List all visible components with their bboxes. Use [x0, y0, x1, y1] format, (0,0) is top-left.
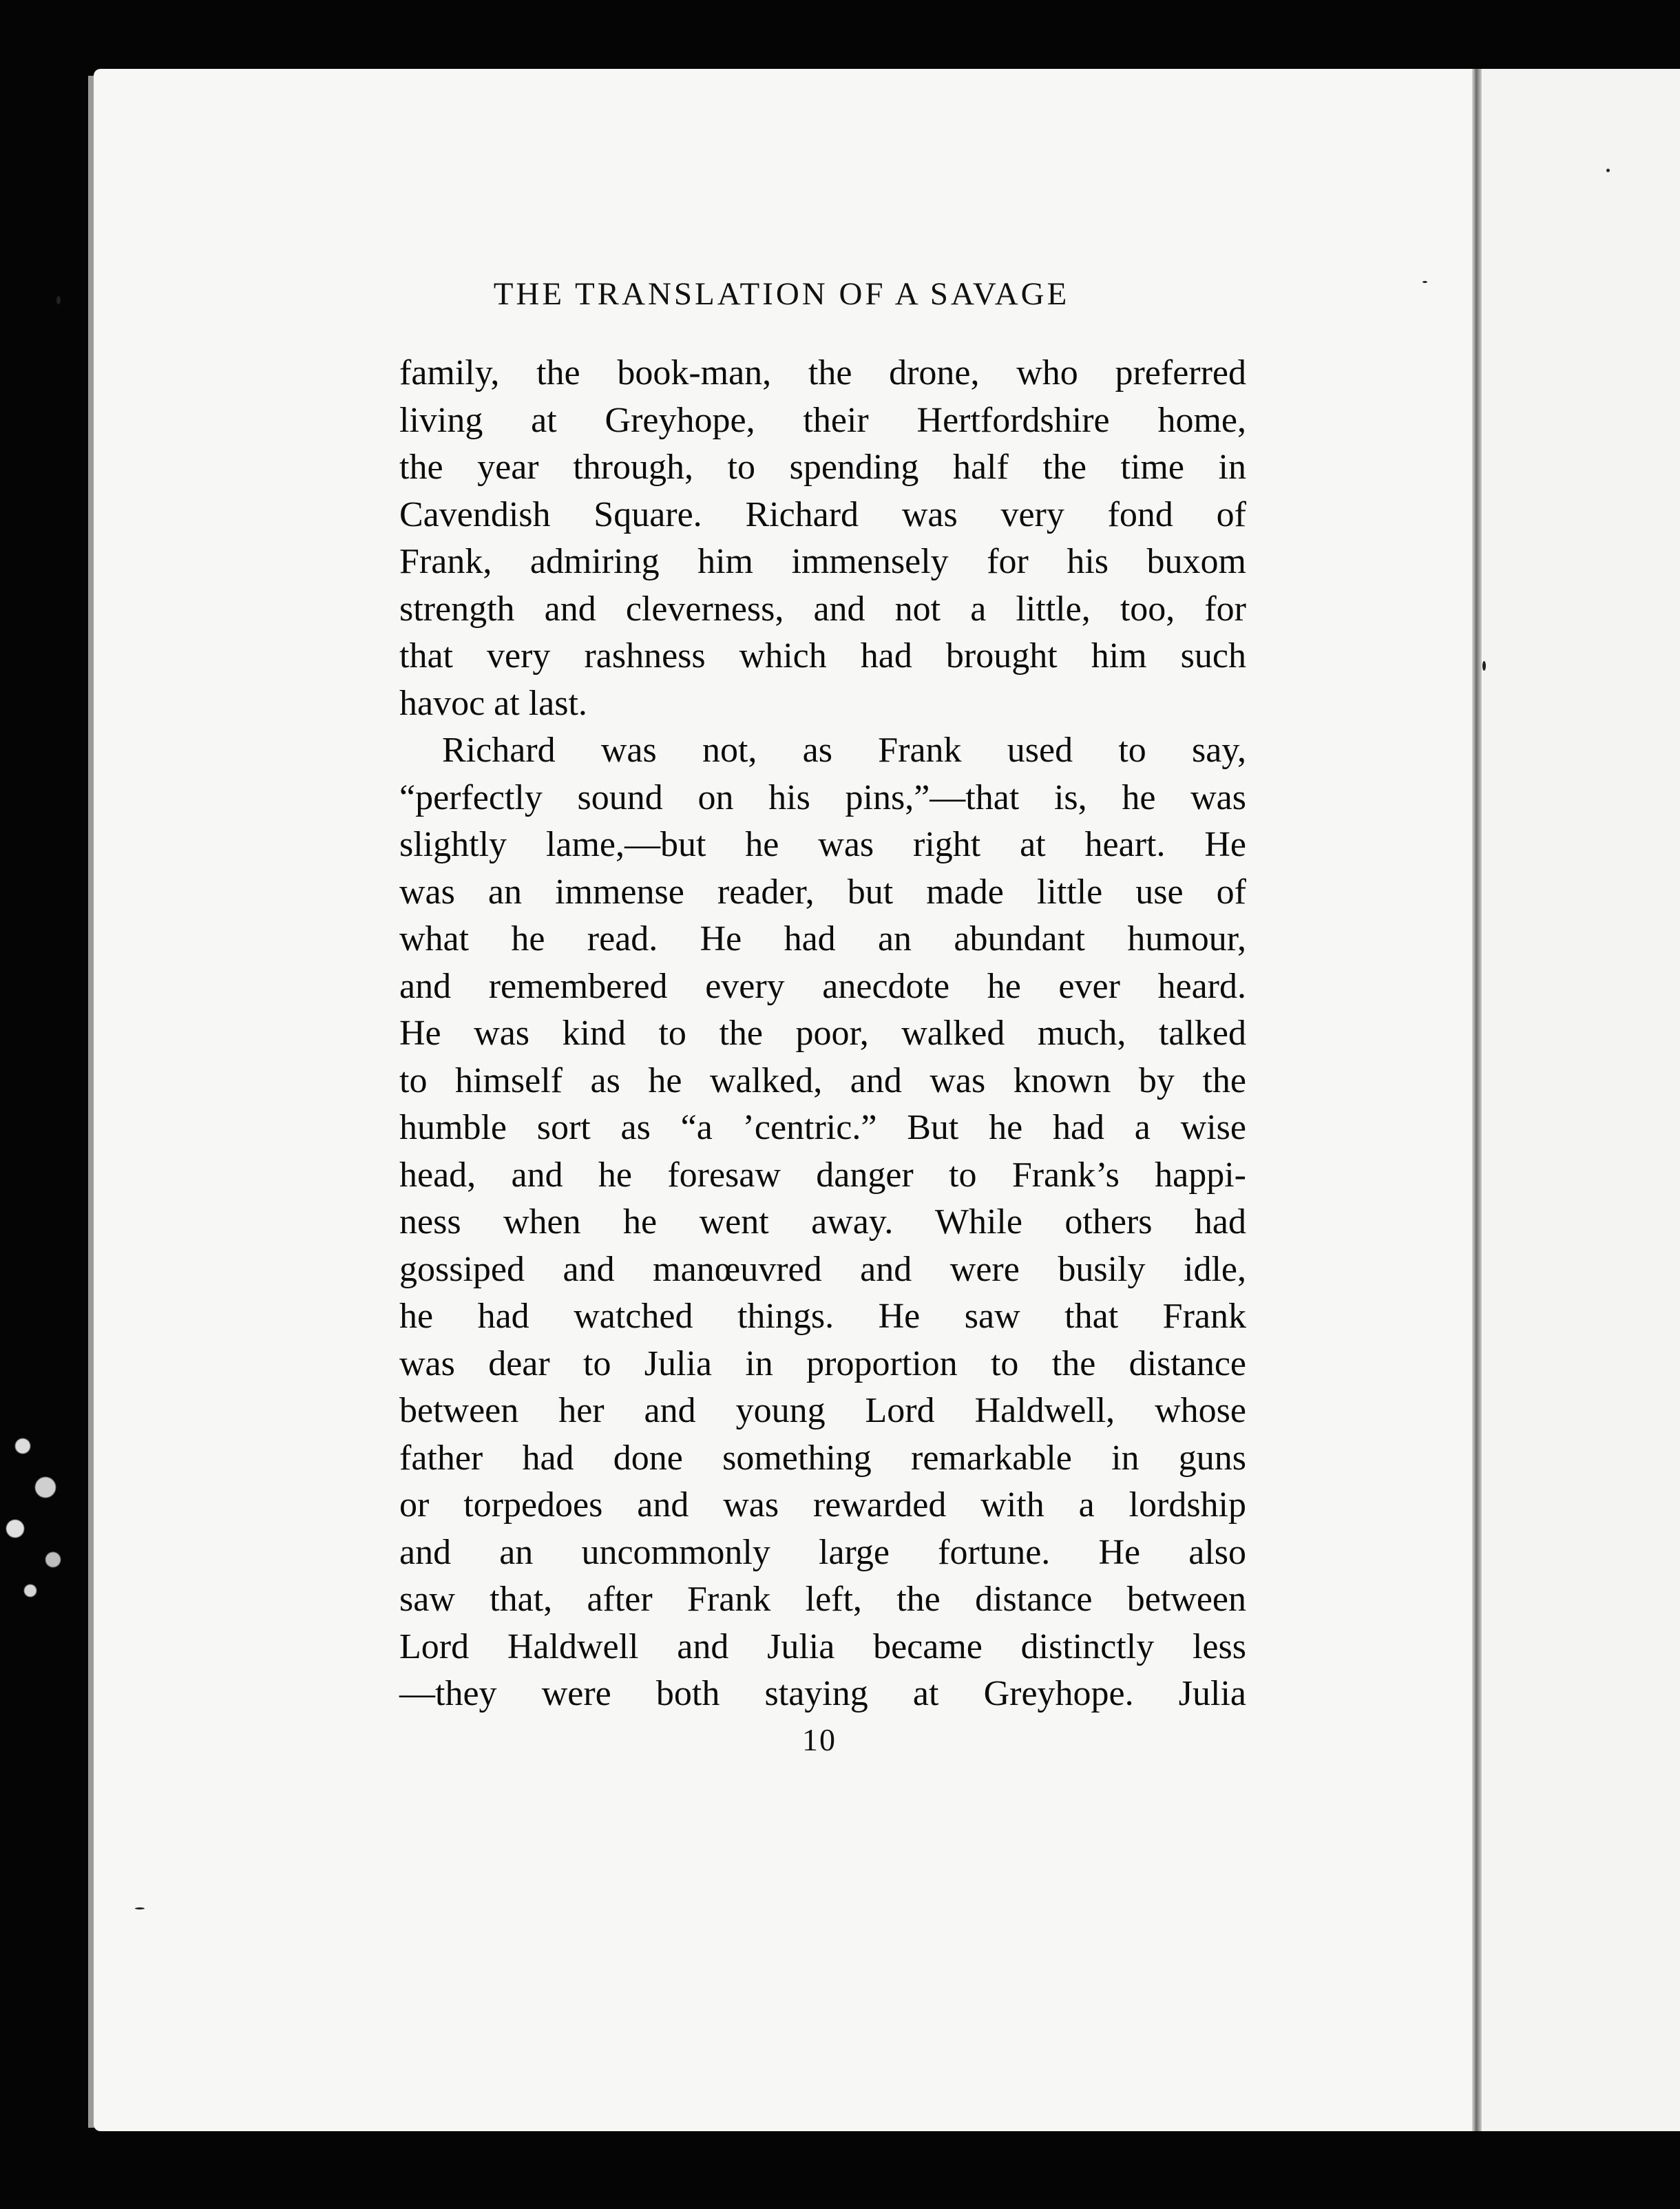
text-line: the year through, to spending half the time in — [399, 448, 1246, 487]
text-line: havoc at last. — [399, 683, 587, 723]
text-line: Cavendish Square. Richard was very fond of — [399, 494, 1246, 534]
text-line: or torpedoes and was rewarded with a lordship — [399, 1485, 1246, 1525]
text-line: Lord Haldwell and Julia became distinctly less — [399, 1626, 1246, 1666]
text-line: “perfectly sound on his pins,”—that is, he was — [399, 777, 1246, 817]
text-line: family, the book-man, the drone, who preferred — [399, 353, 1246, 392]
text-line: to himself as he walked, and was known by the — [399, 1060, 1246, 1100]
speck — [1482, 661, 1486, 671]
speck — [135, 1907, 145, 1909]
text-line: and an uncommonly large fortune. He also — [399, 1532, 1246, 1572]
text-line: Richard was not, as Frank used to say, — [442, 731, 1246, 770]
speck — [1422, 281, 1427, 283]
text-line: —they were both staying at Greyhope. Julia — [399, 1674, 1246, 1713]
text-line: that very rashness which had brought him such — [399, 636, 1246, 676]
text-line: between her and young Lord Haldwell, whose — [399, 1391, 1246, 1430]
body-text — [399, 350, 1246, 1718]
text-line: what he read. He had an abundant humour, — [399, 919, 1246, 959]
text-line: Frank, admiring him immensely for his buxom — [399, 542, 1246, 581]
text-line: saw that, after Frank left, the distance between — [399, 1580, 1246, 1619]
text-line: was dear to Julia in proportion to the distance — [399, 1343, 1246, 1383]
paragraph-1 — [399, 350, 1246, 727]
text-line: gossiped and manœuvred and were busily idle, — [399, 1249, 1246, 1289]
running-head: THE TRANSLATION OF A SAVAGE — [493, 276, 1070, 312]
edge-damage — [0, 1405, 76, 1611]
text-line: He was kind to the poor, walked much, talked — [399, 1014, 1246, 1053]
text-line: and remembered every anecdote he ever heard. — [399, 966, 1246, 1006]
speck — [56, 296, 61, 304]
page-number: 10 — [802, 1722, 837, 1757]
text-line: father had done something remarkable in guns — [399, 1438, 1246, 1478]
text-line: slightly lame,—but he was right at heart. He — [399, 825, 1246, 864]
text-line: living at Greyhope, their Hertfordshire home, — [399, 400, 1246, 440]
speck — [1606, 169, 1610, 172]
text-line: ness when he went away. While others had — [399, 1202, 1246, 1242]
text-line: head, and he foresaw danger to Frank’s happi- — [399, 1155, 1246, 1195]
page-gutter — [1472, 69, 1482, 2131]
paragraph-2 — [399, 727, 1246, 1718]
text-line: he had watched things. He saw that Frank — [399, 1297, 1246, 1336]
text-line: was an immense reader, but made little use of — [399, 872, 1246, 912]
text-line: humble sort as “a ’centric.” But he had a wise — [399, 1108, 1246, 1147]
text-line: strength and cleverness, and not a little, too, for — [399, 589, 1246, 629]
facing-page — [1483, 69, 1680, 2131]
